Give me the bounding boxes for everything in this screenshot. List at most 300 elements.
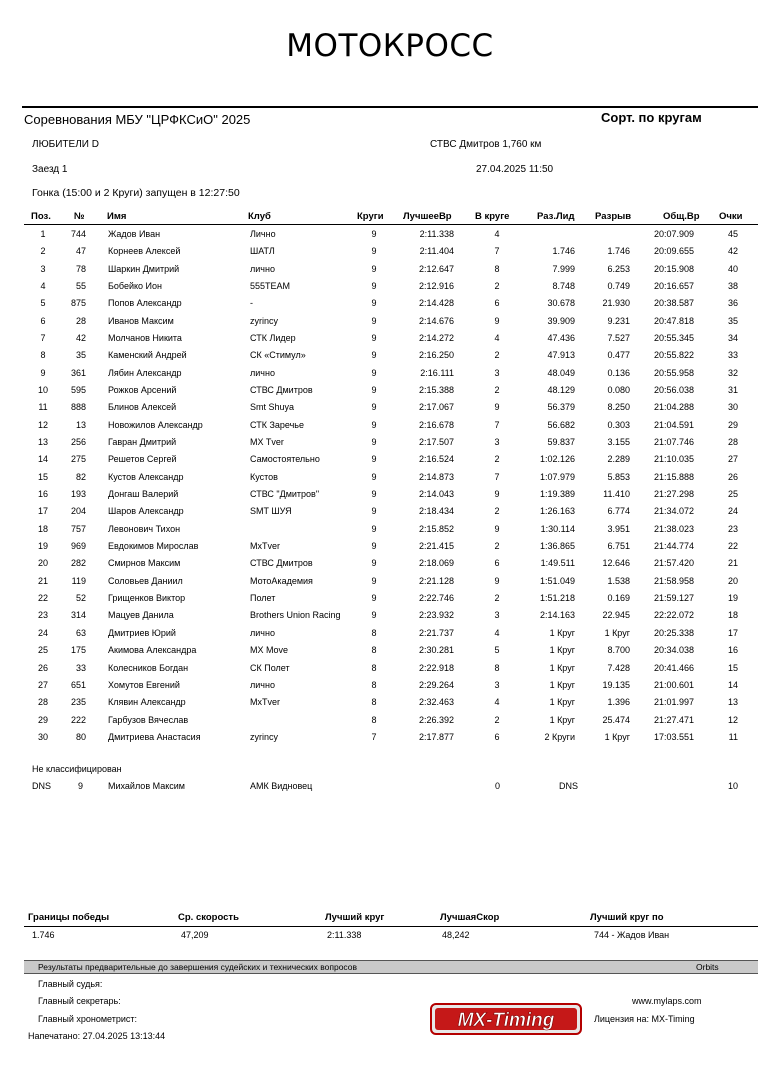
cell-laps: 8 xyxy=(371,697,377,708)
cell-diff-leader: 7.999 xyxy=(552,263,575,274)
cell-number: 193 xyxy=(70,489,86,500)
cell-total-time: 22:22.072 xyxy=(653,610,694,621)
cell-total-time: 21:01.997 xyxy=(653,697,694,708)
cell-name: Евдокимов Мирослав xyxy=(108,541,199,552)
cell-pos: 30 xyxy=(37,731,48,742)
cell-best-time: 2:26.392 xyxy=(418,714,454,725)
cell-club: - xyxy=(250,298,253,309)
cell-number: 875 xyxy=(70,298,86,309)
cell-diff-leader: 1 Круг xyxy=(549,697,575,708)
cell-points: 40 xyxy=(727,263,738,274)
cell-total-time: 21:27.298 xyxy=(653,489,694,500)
cell-total-time: 20:25.338 xyxy=(653,627,694,638)
cell-gap: 0.749 xyxy=(607,281,630,292)
cell-number: 52 xyxy=(75,593,86,604)
cell-in-lap: 3 xyxy=(494,437,500,448)
cell-name: Донгаш Валерий xyxy=(108,489,179,500)
cell-total-time: 20:34.038 xyxy=(653,645,694,656)
cell-best-time: 2:21.128 xyxy=(418,575,454,586)
cell-name: Попов Александр xyxy=(108,298,182,309)
website: www.mylaps.com xyxy=(632,996,702,1006)
cell-points: 33 xyxy=(727,350,738,361)
cell-diff-leader: 8.748 xyxy=(552,281,575,292)
cell-best-time: 2:16.678 xyxy=(418,419,454,430)
cell-total-time: 21:57.420 xyxy=(653,558,694,569)
cell-diff-leader: 56.379 xyxy=(547,402,575,413)
cell-number: 13 xyxy=(75,419,86,430)
cell-pos: 22 xyxy=(37,593,48,604)
cell-name: Соловьев Даниил xyxy=(108,575,183,586)
cell-diff-leader: 1 Круг xyxy=(549,662,575,673)
cell-club: ШАТЛ xyxy=(250,246,275,257)
cell-laps: 9 xyxy=(371,367,377,378)
cell-points: 31 xyxy=(727,385,738,396)
chief-judge: Главный судья: xyxy=(38,979,103,989)
cell-in-lap: 2 xyxy=(494,506,500,517)
table-row xyxy=(0,402,780,419)
cell-points: 12 xyxy=(727,714,738,725)
cell-in-lap: 4 xyxy=(494,229,500,239)
cell-gap: 8.700 xyxy=(607,645,630,656)
cell-gap: 1.538 xyxy=(607,575,630,586)
cell-number: 35 xyxy=(75,350,86,361)
cell-best-time: 2:16.250 xyxy=(418,350,454,361)
cell-pos: 4 xyxy=(40,281,46,292)
cell-diff-leader: 59.837 xyxy=(547,437,575,448)
cell-number: 42 xyxy=(75,333,86,344)
summary-divider xyxy=(24,926,758,927)
cell-total-time: 20:41.466 xyxy=(653,662,694,673)
cell-gap: 1.746 xyxy=(607,246,630,257)
cell-gap: 1 Круг xyxy=(604,731,630,742)
cell-points: 26 xyxy=(727,471,738,482)
preliminary-banner xyxy=(24,960,758,974)
col-diff-leader: Раз.Лид xyxy=(537,211,575,222)
cell-total-time: 20:07.909 xyxy=(653,229,694,239)
cell-gap: 1.396 xyxy=(607,697,630,708)
cell-number: 275 xyxy=(70,454,86,465)
cell-laps: 8 xyxy=(371,627,377,638)
cell-in-lap: 3 xyxy=(494,367,500,378)
cell-laps: 9 xyxy=(371,471,377,482)
cell-laps: 9 xyxy=(371,454,377,465)
top-divider xyxy=(22,106,758,108)
col-gap: Разрыв xyxy=(595,211,632,222)
table-row xyxy=(0,558,780,575)
cell-number: 55 xyxy=(75,281,86,292)
cell-name: Клявин Александр xyxy=(108,697,186,708)
cell-in-lap: 2 xyxy=(494,281,500,292)
cell-diff-leader: 47.436 xyxy=(547,333,575,344)
cell-points: 19 xyxy=(727,593,738,604)
table-row xyxy=(0,680,780,697)
cell-name: Грищенков Виктор xyxy=(108,593,186,604)
summary-best-lap-by: 744 - Жадов Иван xyxy=(594,930,670,940)
cell-pos: 28 xyxy=(37,697,48,708)
cell-pos: 24 xyxy=(37,627,48,638)
cell-best-time: 2:14.043 xyxy=(418,489,454,500)
cell-gap: 0.303 xyxy=(607,419,630,430)
cell-best-time: 2:17.067 xyxy=(418,402,454,413)
table-row xyxy=(0,368,780,385)
cell-gap: 0.477 xyxy=(607,350,630,361)
chief-timekeeper: Главный хронометрист: xyxy=(38,1014,138,1024)
cell-laps: 8 xyxy=(371,714,377,725)
cell-best-time: 2:23.932 xyxy=(418,610,454,621)
cell-gap: 2.289 xyxy=(607,454,630,465)
cell-pos: 29 xyxy=(37,714,48,725)
cell-points: 16 xyxy=(727,645,738,656)
printed-timestamp: Напечатано: 27.04.2025 13:13:44 xyxy=(28,1031,166,1041)
cell-laps: 9 xyxy=(371,350,377,361)
cell-points: 35 xyxy=(727,315,738,326)
cell-laps: 9 xyxy=(371,298,377,309)
mx-timing-logo xyxy=(430,1002,582,1036)
table-row xyxy=(0,715,780,732)
cell-club: СТВС Дмитров xyxy=(250,558,313,569)
col-club: Клуб xyxy=(248,211,271,222)
cell-in-lap: 9 xyxy=(494,575,500,586)
cell-name: Гавран Дмитрий xyxy=(108,437,177,448)
nc-club: АМК Видновец xyxy=(250,781,313,791)
cell-in-lap: 5 xyxy=(494,645,500,656)
cell-gap: 1 Круг xyxy=(604,627,630,638)
cell-in-lap: 2 xyxy=(494,385,500,396)
cell-pos: 13 xyxy=(37,437,48,448)
cell-best-time: 2:15.852 xyxy=(418,523,454,534)
cell-club: СК «Стимул» xyxy=(250,350,306,361)
cell-club: Smt Shuya xyxy=(250,402,295,413)
table-row xyxy=(0,333,780,350)
cell-total-time: 17:03.551 xyxy=(653,731,694,742)
cell-diff-leader: 1:51.049 xyxy=(539,575,575,586)
cell-total-time: 21:44.774 xyxy=(653,541,694,552)
cell-number: 78 xyxy=(75,263,86,274)
cell-club: Лично xyxy=(250,229,276,239)
cell-pos: 6 xyxy=(40,315,46,326)
cell-total-time: 21:15.888 xyxy=(653,471,694,482)
cell-total-time: 20:09.655 xyxy=(653,246,694,257)
cell-name: Блинов Алексей xyxy=(108,402,177,413)
cell-diff-leader: 2 Круги xyxy=(544,731,575,742)
cell-pos: 15 xyxy=(37,471,48,482)
cell-laps: 9 xyxy=(371,315,377,326)
cell-in-lap: 6 xyxy=(494,558,500,569)
cell-in-lap: 8 xyxy=(494,263,500,274)
cell-points: 29 xyxy=(727,419,738,430)
cell-diff-leader: 1:49.511 xyxy=(540,558,575,569)
cell-club: лично xyxy=(250,679,275,690)
col-name: Имя xyxy=(107,211,127,222)
cell-points: 23 xyxy=(727,523,738,534)
cell-name: Гарбузов Вячеслав xyxy=(108,714,189,725)
cell-diff-leader: 1:26.163 xyxy=(539,506,575,517)
summary-best-lap-by-label: Лучший круг по xyxy=(590,912,664,923)
cell-diff-leader: 39.909 xyxy=(547,315,575,326)
svg-text:MX-Timing: MX-Timing xyxy=(457,1010,555,1031)
cell-pos: 19 xyxy=(37,541,48,552)
license: Лицензия на: MX-Timing xyxy=(594,1014,695,1024)
table-row xyxy=(0,298,780,315)
cell-number: 80 xyxy=(75,731,86,742)
cell-best-time: 2:21.415 xyxy=(418,541,454,552)
cell-number: 651 xyxy=(70,679,86,690)
cell-pos: 25 xyxy=(37,645,48,656)
cell-diff-leader: 1:36.865 xyxy=(539,541,575,552)
table-row xyxy=(0,281,780,298)
cell-gap: 21.930 xyxy=(602,298,630,309)
cell-pos: 27 xyxy=(37,679,48,690)
cell-points: 18 xyxy=(727,610,738,621)
cell-pos: 17 xyxy=(37,506,48,517)
cell-best-time: 2:14.272 xyxy=(418,333,454,344)
nc-in-lap: 0 xyxy=(494,781,500,791)
cell-in-lap: 3 xyxy=(494,610,500,621)
cell-name: Кустов Александр xyxy=(108,471,184,482)
table-row xyxy=(0,663,780,680)
chief-secretary: Главный секретарь: xyxy=(38,996,121,1006)
cell-in-lap: 7 xyxy=(494,246,500,257)
cell-in-lap: 8 xyxy=(494,662,500,673)
summary-win-margin: 1.746 xyxy=(32,930,55,940)
track-name: СТВС Дмитров 1,760 км xyxy=(430,139,542,150)
cell-points: 36 xyxy=(727,298,738,309)
cell-diff-leader: 1:30.114 xyxy=(540,523,575,534)
cell-gap: 7.527 xyxy=(607,333,630,344)
cell-points: 14 xyxy=(727,679,738,690)
cell-gap: 5.853 xyxy=(607,471,630,482)
table-row xyxy=(0,645,780,662)
cell-total-time: 20:16.657 xyxy=(653,281,694,292)
table-row xyxy=(0,437,780,454)
cell-name: Каменский Андрей xyxy=(108,350,187,361)
cell-in-lap: 9 xyxy=(494,402,500,413)
cell-laps: 9 xyxy=(371,593,377,604)
cell-best-time: 2:21.737 xyxy=(418,627,454,638)
cell-diff-leader: 48.049 xyxy=(547,367,575,378)
cell-best-time: 2:11.338 xyxy=(419,229,454,239)
cell-name: Смирнов Максим xyxy=(108,558,181,569)
cell-total-time: 21:04.591 xyxy=(653,419,694,430)
cell-total-time: 21:59.127 xyxy=(653,593,694,604)
cell-name: Левонович Тихон xyxy=(108,523,181,534)
cell-gap: 0.136 xyxy=(607,367,630,378)
cell-club: Brothers Union Racing xyxy=(250,610,341,621)
cell-pos: 9 xyxy=(40,367,46,378)
table-row xyxy=(0,732,780,749)
cell-laps: 7 xyxy=(371,731,377,742)
cell-laps: 9 xyxy=(371,506,377,517)
table-row xyxy=(0,541,780,558)
cell-laps: 9 xyxy=(371,437,377,448)
cell-total-time: 20:56.038 xyxy=(653,385,694,396)
table-row xyxy=(0,316,780,333)
cell-laps: 9 xyxy=(371,246,377,257)
cell-total-time: 21:58.958 xyxy=(653,575,694,586)
sort-label: Сорт. по кругам xyxy=(601,110,702,125)
cell-gap: 6.751 xyxy=(607,541,630,552)
header-divider xyxy=(24,224,758,225)
cell-pos: 16 xyxy=(37,489,48,500)
cell-number: 969 xyxy=(70,541,86,552)
cell-club: zyrincy xyxy=(250,315,279,326)
cell-number: 888 xyxy=(70,402,86,413)
table-row xyxy=(0,697,780,714)
cell-diff-leader: 1.746 xyxy=(552,246,575,257)
cell-laps: 9 xyxy=(371,281,377,292)
cell-diff-leader: 1:07.979 xyxy=(539,471,575,482)
cell-gap: 25.474 xyxy=(602,714,630,725)
cell-club: лично xyxy=(250,627,275,638)
cell-name: Дмитриева Анастасия xyxy=(108,731,201,742)
cell-points: 45 xyxy=(727,229,738,239)
cell-pos: 26 xyxy=(37,662,48,673)
cell-club: MX Move xyxy=(250,645,289,656)
cell-points: 34 xyxy=(727,333,738,344)
cell-diff-leader: 1 Круг xyxy=(549,645,575,656)
cell-in-lap: 2 xyxy=(494,350,500,361)
cell-points: 32 xyxy=(727,367,738,378)
cell-diff-leader: 30.678 xyxy=(547,298,575,309)
cell-club: MxTver xyxy=(250,541,280,552)
not-classified-row xyxy=(0,781,780,795)
table-row xyxy=(0,350,780,367)
banner-right: Orbits xyxy=(696,962,719,972)
cell-number: 744 xyxy=(70,229,86,239)
table-row xyxy=(0,385,780,402)
cell-club: СТВС Дмитров xyxy=(250,385,313,396)
cell-gap: 9.231 xyxy=(607,315,630,326)
cell-points: 24 xyxy=(727,506,738,517)
cell-best-time: 2:22.746 xyxy=(418,593,454,604)
cell-points: 28 xyxy=(727,437,738,448)
cell-points: 17 xyxy=(727,627,738,638)
col-laps: Круги xyxy=(357,211,384,222)
table-row xyxy=(0,420,780,437)
cell-club: MX Tver xyxy=(250,437,284,448)
cell-number: 82 xyxy=(75,471,86,482)
table-row xyxy=(0,524,780,541)
cell-number: 204 xyxy=(70,506,86,517)
cell-name: Бобейко Ион xyxy=(108,281,162,292)
table-row xyxy=(0,506,780,523)
cell-in-lap: 3 xyxy=(494,679,500,690)
cell-best-time: 2:16.524 xyxy=(418,454,454,465)
cell-club: Самостоятельно xyxy=(250,454,320,465)
cell-points: 25 xyxy=(727,489,738,500)
event-name: Соревнования МБУ "ЦРФКСиО" 2025 xyxy=(24,112,251,127)
cell-club: СТК Лидер xyxy=(250,333,296,344)
cell-gap: 3.951 xyxy=(607,523,630,534)
cell-name: Колесников Богдан xyxy=(108,662,189,673)
cell-name: Новожилов Александр xyxy=(108,419,203,430)
table-row xyxy=(0,576,780,593)
cell-laps: 9 xyxy=(371,263,377,274)
summary-avg-speed: 47,209 xyxy=(181,930,209,940)
cell-total-time: 20:15.908 xyxy=(653,263,694,274)
cell-number: 282 xyxy=(70,558,86,569)
cell-gap: 8.250 xyxy=(607,402,630,413)
table-row xyxy=(0,246,780,263)
col-total-time: Общ.Вр xyxy=(663,211,700,222)
cell-best-time: 2:17.507 xyxy=(418,437,454,448)
cell-gap: 0.169 xyxy=(607,593,630,604)
cell-pos: 7 xyxy=(40,333,46,344)
summary-best-lap-label: Лучший круг xyxy=(325,912,385,923)
cell-diff-leader: 1 Круг xyxy=(549,714,575,725)
cell-gap: 19.135 xyxy=(602,679,630,690)
cell-gap: 22.945 xyxy=(602,610,630,621)
cell-name: Лябин Александр xyxy=(108,367,182,378)
table-row xyxy=(0,472,780,489)
col-best-time: ЛучшееВр xyxy=(403,211,452,222)
cell-laps: 9 xyxy=(371,419,377,430)
cell-in-lap: 2 xyxy=(494,714,500,725)
nc-name: Михайлов Максим xyxy=(108,781,185,791)
cell-laps: 9 xyxy=(371,541,377,552)
cell-points: 20 xyxy=(727,575,738,586)
cell-best-time: 2:16.111 xyxy=(420,367,454,378)
cell-diff-leader: 47.913 xyxy=(547,350,575,361)
cell-pos: 23 xyxy=(37,610,48,621)
not-classified-label: Не классифицирован xyxy=(32,764,122,774)
cell-diff-leader: 2:14.163 xyxy=(539,610,575,621)
cell-laps: 9 xyxy=(371,575,377,586)
cell-pos: 1 xyxy=(40,229,46,239)
cell-name: Хомутов Евгений xyxy=(108,679,180,690)
cell-club: лично xyxy=(250,367,275,378)
cell-best-time: 2:32.463 xyxy=(418,697,454,708)
cell-laps: 9 xyxy=(371,333,377,344)
cell-laps: 8 xyxy=(371,662,377,673)
cell-pos: 3 xyxy=(40,263,46,274)
cell-number: 256 xyxy=(70,437,86,448)
cell-club: Кустов xyxy=(250,471,278,482)
cell-laps: 9 xyxy=(371,489,377,500)
class-name: ЛЮБИТЕЛИ D xyxy=(32,139,99,150)
cell-points: 11 xyxy=(728,731,738,742)
cell-best-time: 2:14.873 xyxy=(418,471,454,482)
cell-name: Акимова Александра xyxy=(108,645,197,656)
cell-pos: 14 xyxy=(37,454,48,465)
cell-in-lap: 6 xyxy=(494,731,500,742)
summary-best-lap: 2:11.338 xyxy=(327,930,362,940)
table-row xyxy=(0,454,780,471)
cell-in-lap: 4 xyxy=(494,697,500,708)
summary-win-margin-label: Границы победы xyxy=(28,912,110,923)
cell-club: zyrincy xyxy=(250,731,279,742)
cell-club: МотоАкадемия xyxy=(250,575,313,586)
table-row xyxy=(0,264,780,281)
cell-club: СТВС "Дмитров" xyxy=(250,489,320,500)
cell-number: 28 xyxy=(75,315,86,326)
table-row xyxy=(0,489,780,506)
cell-best-time: 2:12.916 xyxy=(418,281,454,292)
nc-number: 9 xyxy=(78,781,84,791)
cell-club: СК Полет xyxy=(250,662,290,673)
cell-club: 555TEAM xyxy=(250,281,291,292)
cell-in-lap: 2 xyxy=(494,593,500,604)
cell-total-time: 21:27.471 xyxy=(653,714,694,725)
heat-name: Заезд 1 xyxy=(32,164,68,175)
cell-diff-leader: 48.129 xyxy=(547,385,575,396)
cell-pos: 8 xyxy=(40,350,46,361)
cell-points: 38 xyxy=(727,281,738,292)
cell-laps: 9 xyxy=(371,402,377,413)
cell-laps: 9 xyxy=(371,385,377,396)
cell-number: 757 xyxy=(70,523,86,534)
cell-in-lap: 4 xyxy=(494,627,500,638)
